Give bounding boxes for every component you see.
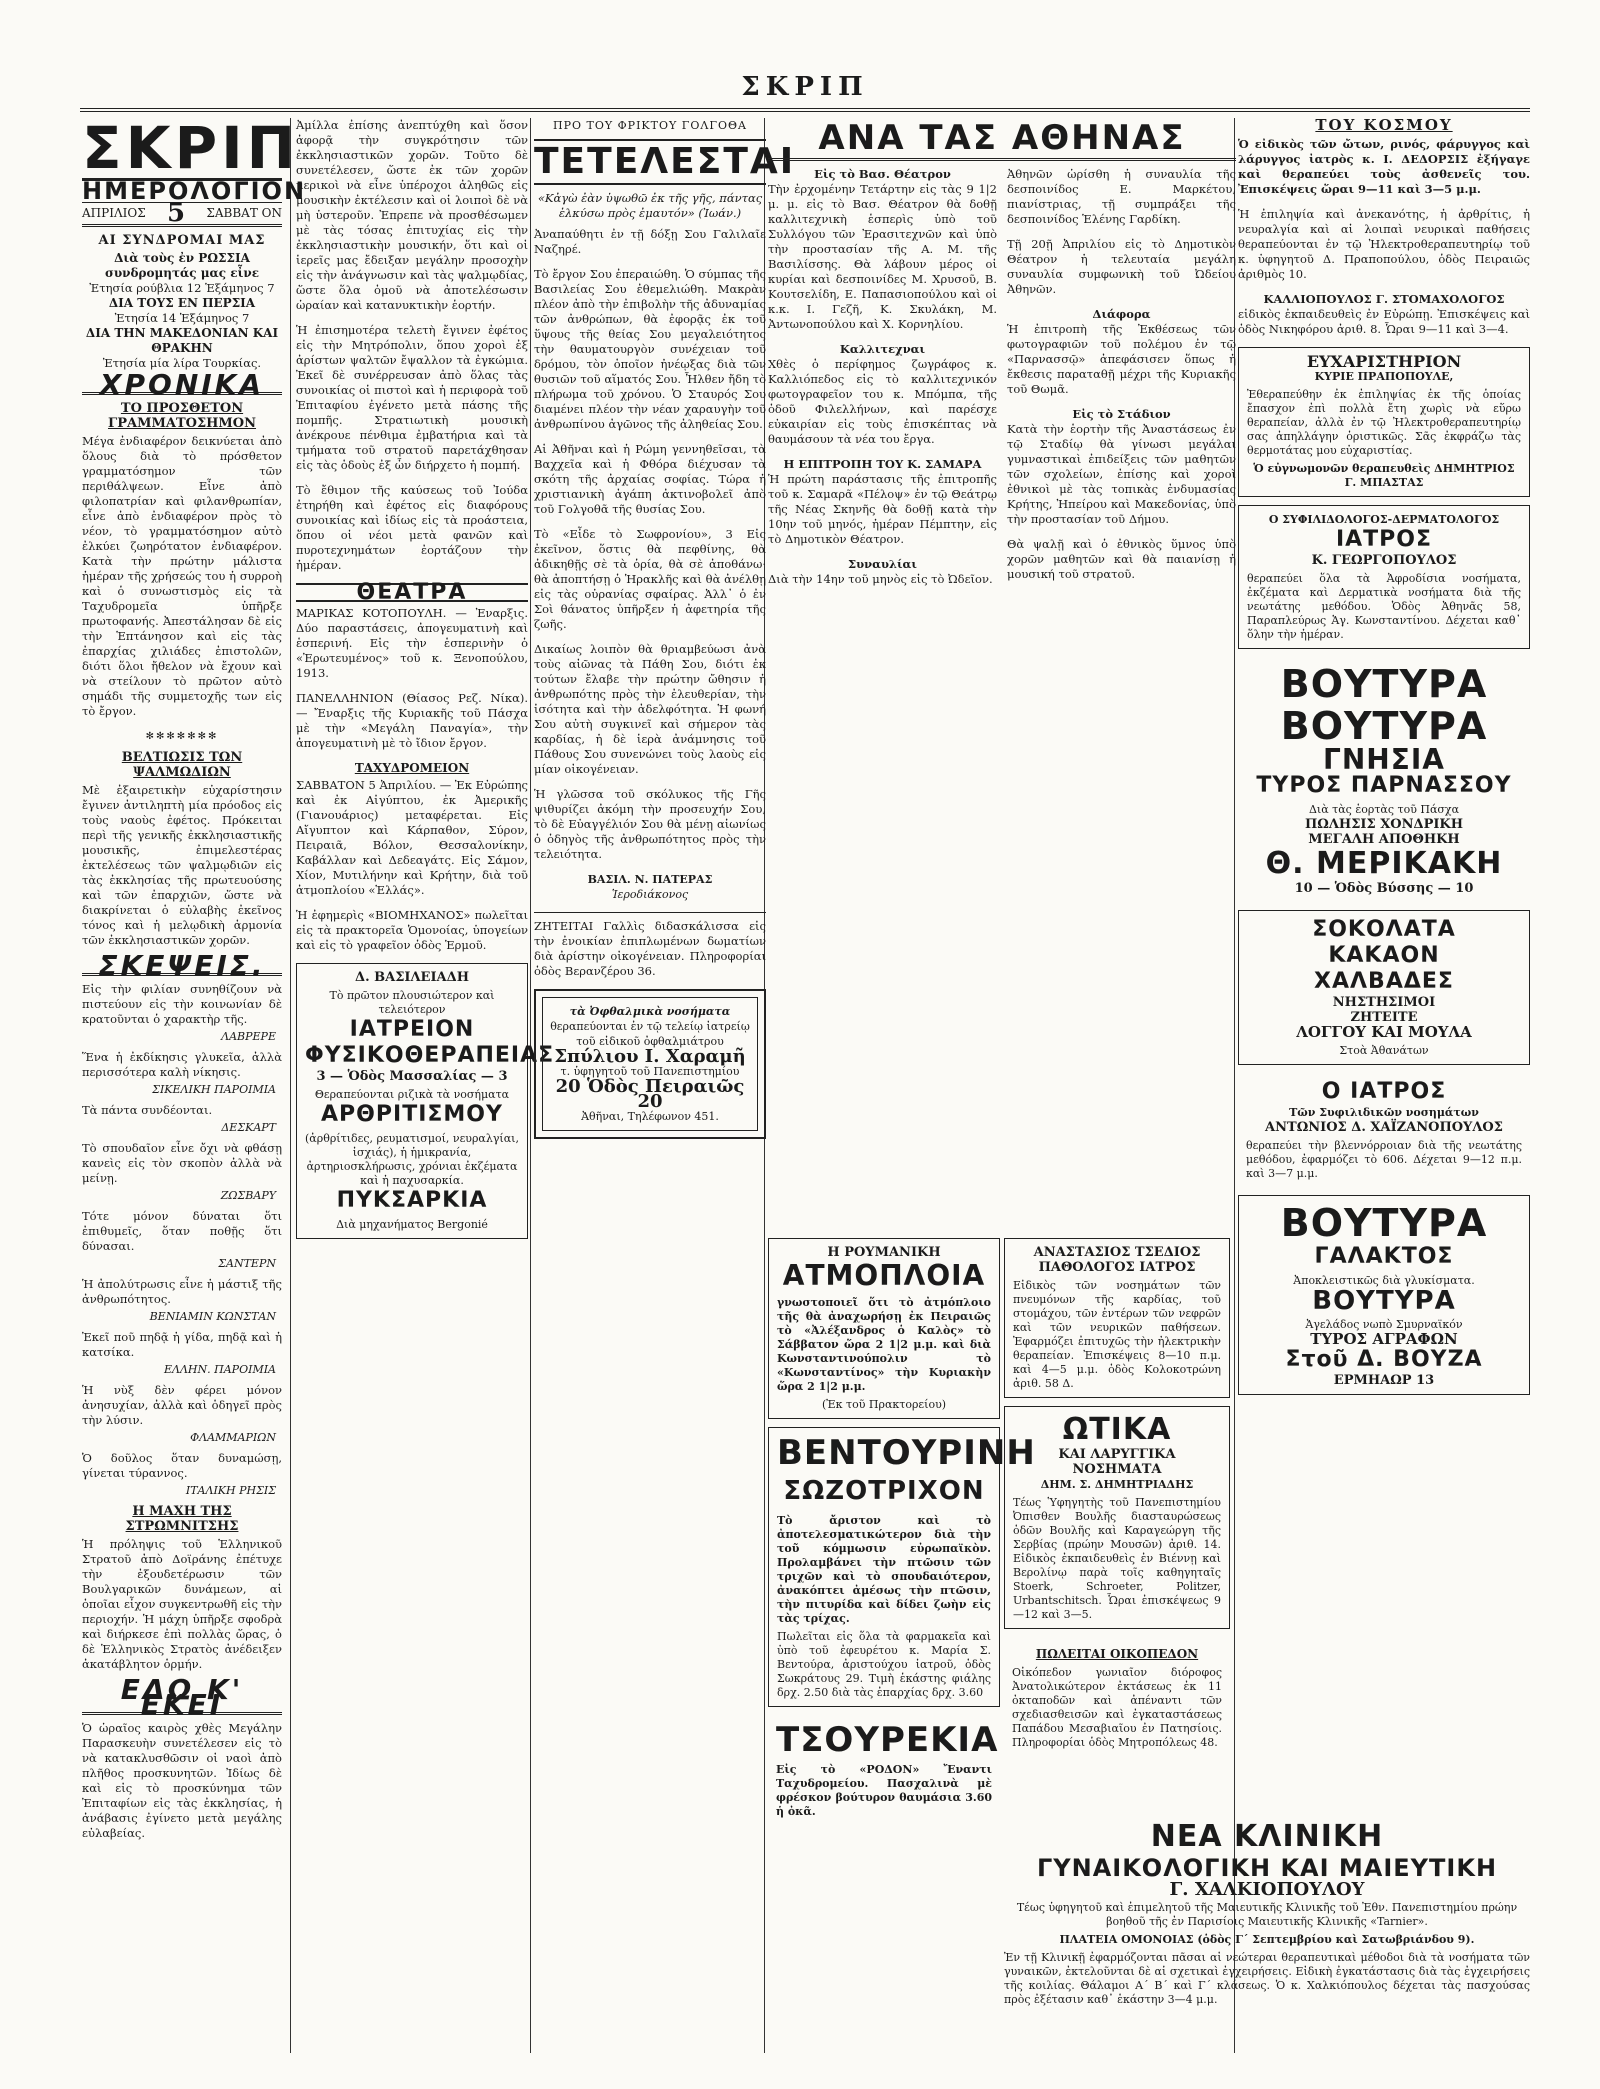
macedonia-price: Ἐτησία μία λίρα Τουρκίας. bbox=[102, 356, 262, 370]
ad-signature: Ὁ εὐγνωμονῶν θεραπευθεὶς ΔΗΜΗΤΡΙΟΣ Γ. ΜΠΑΣΤΑΣ bbox=[1253, 462, 1515, 489]
ad-headline: ΒΕΝΤΟΥΡΙΝΗ bbox=[777, 1433, 1036, 1473]
article-body: Τὸ ἔθιμον τῆς καύσεως τοῦ Ἰούδα ἐτηρήθη καὶ ἐφέτος εἰς διαφόρους συνοικίας καὶ ἰδίως εἰς τὰ προάστεια, ὅπου οἱ νέοι μετὰ φανῶν καὶ πυροτεχνημάτων ἐορτάζουν τὴν ἡμέραν. bbox=[296, 483, 528, 572]
article-intro: Ἀναπαύθητι ἐν τῇ δόξῃ Σου Γαλιλαῖε Ναζηρέ. bbox=[534, 227, 766, 256]
quote-author: ΖΩΣΒΑΡΥ bbox=[220, 1189, 276, 1202]
ad-name: Σπύλιου Ι. Χαραμῆ bbox=[554, 1046, 746, 1067]
thanks-notice bbox=[1238, 347, 1530, 497]
news-subhead: Εἰς τὸ Βασ. Θέατρον bbox=[814, 167, 951, 181]
divider: ✻✻✻✻✻✻✻ bbox=[145, 731, 219, 742]
ad-body: Ἐν τῇ Κλινικῇ ἐφαρμόζονται πᾶσαι αἱ νεώτεραι θεραπευτικαὶ μέθοδοι διὰ τὰ νοσήματα τῶν γυναικῶν, ἐκτελοῦνται δὲ αἱ σχετικαὶ ἐγχειρήσεις. Εἰδικὴ ἐγκατάστασις διὰ τὰς ἐγχειρήσεις τῆς κοιλίας. Θάλαμοι Α´ Β´ καὶ Γ´ κλάσεως. Ὁ κ. Χαλκιόπουλος δέχεται τὰς πασχούσας πρὸς ἐξέτασιν καθ᾽ ἑκάστην 3—4 μ.μ. bbox=[1004, 1951, 1530, 2006]
advertisement-ent bbox=[1004, 1406, 1230, 1629]
article-headline: ΤΕΤΕΛΕΣΤΑΙ bbox=[534, 139, 766, 185]
ad-line: Ἀγελάδος νωπὸ Σμυρναϊκόν bbox=[1305, 1318, 1463, 1331]
article-body: Αἱ Ἀθῆναι καὶ ἡ Ρώμη γεννηθεῖσαι, τὰ Βαχχεῖα καὶ ἡ Φθόρα διέχυσαν τὰ σκότη τῆς ἀρχαίας σοφίας. Τώρα ἡ χριστιανικὴ ἀγάπη ἀκτινοβολεῖ ἀπὸ τοῦ Γολγοθᾶ τῆς θυσίας Σου. bbox=[534, 442, 766, 516]
advertisement-steamship bbox=[768, 1238, 1000, 1419]
news-subhead: Καλλιτεχναι bbox=[839, 342, 926, 356]
advertisement-hair-tonic bbox=[768, 1427, 1036, 1707]
ad-name: Κ. ΓΕΩΡΓΟΠΟΥΛΟΣ bbox=[1311, 553, 1457, 568]
ad-body: Εἰς τὸ «ΡΟΔΟΝ» Ἔναντι Ταχυδρομείου. Πασχαλινὰ μὲ φρέσκον βούτυρον θαυμάσια 3.60 ἡ ὀκᾶ. bbox=[776, 1763, 992, 1818]
quote-author: ΣΑΝΤΕΡΝ bbox=[218, 1257, 276, 1270]
article-body: Τὸ «Εἶδε τὸ Σωφρονίου», 3 Εἰς ἐκεῖνον, ὅστις θὰ πεφθίνης, θὰ ἀδικηθῇς σὲ τὰ ὁρία, θὰ σὲ ἀποθάνω· θὰ ἀποπτήσῃ ὁ Ἡρακλῆς καὶ θὰ ἀνέλθῃ εἰς τὰς οὐρανίας σφαίρας. Ἀλλ᾽ ὁ ἐν Σοὶ θάνατος ὑπῆρξεν ἡ ἀφετηρία τῆς ζωῆς. bbox=[534, 527, 766, 631]
ad-subline: ΚΑΙ ΛΑΡΥΓΓΙΚΑ ΝΟΣΗΜΑΤΑ bbox=[1058, 1447, 1176, 1477]
page-header bbox=[80, 72, 1530, 112]
news-subhead: Η ΕΠΙΤΡΟΠΗ ΤΟΥ Κ. ΣΑΜΑΡΑ bbox=[783, 457, 982, 471]
quote-text: Ἐκεῖ ποῦ πηδᾷ ἡ γίδα, πηδᾷ καὶ ἡ κατσίκα. bbox=[82, 1330, 282, 1359]
cosmos-heading: ΤΟΥ ΚΟΣΜΟΥ bbox=[1315, 116, 1453, 134]
article-body: Δικαίως λοιπὸν θὰ θριαμβεύωσι ἀνὰ τοὺς αἰῶνας τὰ Πάθη Σου, διότι ἐκ τούτων ἔλαβε τὴν πρώτην ὤθησιν ἡ ἀνθρωπότης πρὸς τὴν ἐλευθερίαν, τὴν ἰσότητα καὶ τὴν ἀδελφότητα. Ἡ φωνή Σου αὐτὴ συγκινεῖ καὶ σήμερον τὰς καρδίας, ἡ δὲ ἱερὰ ἀνάμνησις τοῦ Πάθους Σου συνενώνει τοὺς λαοὺς εἰς μίαν οἰκογένειαν. bbox=[534, 642, 766, 776]
quote-text: Τότε μόνον δύναται ὅτι ἐπιθυμεῖς, ὅταν ποθῇς ὅτι δύνασαι. bbox=[82, 1209, 282, 1253]
quote-text: Ἕνα ἡ ἐκδίκησις γλυκεῖα, ἀλλὰ περισσότερα καλὴ νίκησις. bbox=[82, 1050, 282, 1079]
theatre-listing: ΠΑΝΕΛΛΗΝΙΟΝ (Θίασος Ρεζ. Νίκα). — Ἔναρξις τῆς Κυριακῆς τοῦ Πάσχα μὲ τὴν «Μεγάλη Παναγία», τὴν ἀπογευματινὴ μὲ τὸ ἴδιον ἔργον. bbox=[296, 691, 528, 750]
article-body: Ἀμίλλα ἐπίσης ἀνεπτύχθη καὶ ὅσον ἀφορᾷ τὴν συγκρότησιν τῶν ἐκκλησιαστικῶν χορῶν. Τοῦτο δὲ συνετέλεσεν, ὥστε ἐκ τῶν χορῶν μερικοὶ νὰ εἶνε ὑπέροχοι ἀληθῶς εἰς μουσικὴν ἐκτέλεσιν καὶ οἱ λοιποὶ δὲ νὰ μὴ ὑστεροῦν. Ἐπρεπε νὰ προσθέσωμεν μὲ τὰς τόσας ἐπιτυχίας εἰς τὴν ἐκκλησιαστικὴν μουσικήν, ὅτι καὶ οἱ ἱερεῖς μας ἔδειξαν μεγάλην προσοχὴν εἰς τὴν ἀνάγνωσιν καὶ τὰς ψαλμῳδίας, ὥστε ὅλα ὁμοῦ νὰ ἀποτελέσωσιν ὡραίαν καὶ κατανυκτικὴν ἑορτήν. bbox=[296, 118, 528, 312]
ad-headline: ΦΥΣΙΚΟΘΕΡΑΠΕΙΑΣ bbox=[305, 1043, 555, 1068]
ad-address: 10 — Ὁδὸς Βύσσης — 10 bbox=[1294, 881, 1474, 896]
news-body: Ἡ ἐπιτροπὴ τῆς Ἐκθέσεως τῶν φωτογραφιῶν τοῦ πολέμου ἐν τῷ «Παρνασσῷ» ἀπεφάσισεν ὅπως ἡ ἔκθεσις παραταθῇ μέχρι τῆς Κυριακῆς τοῦ Θωμᾶ. bbox=[1007, 322, 1236, 396]
news-body: Κατὰ τὴν ἑορτὴν τῆς Ἀναστάσεως ἐν τῷ Σταδίῳ θὰ γίνωσι μεγάλαι γυμναστικαὶ ἐπιδείξεις τῶν μαθητῶν τῶν σχολείων, ἐπίσης καὶ χοροὶ ἐθνικοὶ μὲ τὰς τοπικὰς ἐνδυμασίας Κρήτης, Ἠπείρου καὶ Μακεδονίας, ὑπὸ τὴν προστασίαν τοῦ Δήμου. bbox=[1007, 422, 1236, 526]
ad-headline: Ο ΙΑΤΡΟΣ bbox=[1321, 1079, 1447, 1104]
article-body: Τὸ ἔργον Σου ἐπεραιώθη. Ὁ σύμπας τῆς Βασιλείας Σου ἐθεμελιώθη. Μακρὰν πλέον ἀπὸ τὴν ἐπιβολὴν τῆς ἀδυναμίας τῶν ἀνθρώπων, θὰ ἐφορᾷς ἐκ τοῦ ὕψους τῆς θείας Σου μεγαλειότητος τὴν θαυματουργὸν συνέχειαν τοῦ δρόμου, τὸν ὁποῖον ἠνέῳξας διὰ τῶν θυσιῶν τοῦ αἵματός Σου. Ἦλθεν ἤδη τὸ πλήρωμα τοῦ χρόνου. Ὁ Σταυρός Σου διαμένει πλέον τὴν νέαν χαραυγὴν τοῦ ἀνθρωπίνου ἀγῶνος τῆς ἀληθείας Σου. bbox=[534, 267, 766, 431]
persia-price: Ἐτησία 14 Ἑξάμηνος 7 bbox=[114, 311, 250, 325]
article-title: ΒΕΛΤΙΩΣΙΣ ΤΩΝ ΨΑΛΜΩΔΙΩΝ bbox=[121, 750, 243, 780]
ad-line: ΤΥΡΟΣ ΑΓΡΑΦΩΝ bbox=[1310, 1330, 1458, 1348]
ad-headline: ΕΥΧΑΡΙΣΤΗΡΙΟΝ bbox=[1306, 352, 1462, 371]
ad-title: ΙΑΤΡΟΣ bbox=[1335, 527, 1433, 552]
ad-subline: ΤΥΡΟΣ ΠΑΡΝΑΣΣΟΥ bbox=[1256, 773, 1512, 798]
quote-author: ΕΛΛΗΝ. ΠΑΡΟΙΜΙΑ bbox=[164, 1363, 276, 1376]
quote-author: ΔΕΣΚΑΡΤ bbox=[221, 1121, 276, 1134]
news-subhead: Συναυλίαι bbox=[848, 557, 917, 571]
ad-line: Διὰ τὰς ἑορτὰς τοῦ Πάσχα bbox=[1308, 803, 1460, 816]
ad-address: 20 Ὁδὸς Πειραιῶς 20 bbox=[555, 1076, 745, 1112]
ad-line: ΖΗΤΕΙΤΕ bbox=[1350, 1010, 1418, 1025]
skepseis-heading: ΣΚΕΨΕΙΣ. bbox=[82, 958, 282, 976]
article-body: Μὲ ἐξαιρετικὴν εὐχαρίστησιν ἔγινεν ἀντιληπτὴ μία πρόοδος εἰς τοὺς ναοὺς ἐφέτος. Πρόκειται περὶ τῆς γενικῆς ἐκκλησιαστικῆς μουσικῆς, ἐπιμελεστέρας ἐκτελέσεως τῶν ψαλμῳδιῶν εἰς τὰς ἐκκλησίας τῆς πρωτευούσης καὶ τῶν ἐπαρχιῶν, ὥστε νὰ διακρίνεται ὁ εὐλαβὴς ἐκεῖνος τόνος καὶ ἡ μελῳδικὴ ἁρμονία τῶν ἐκκλησιαστικῶν χορῶν. bbox=[82, 783, 282, 947]
ad-headline: ΑΡΘΡΙΤΙΣΜΟΥ bbox=[321, 1102, 503, 1127]
athens-left bbox=[768, 167, 997, 597]
article-body: Μέγα ἐνδιαφέρον δεικνύεται ἀπὸ ὅλους διὰ τὸ πρόσθετον γραμματόσημον τῶν περιθάλψεων. Εἶνε ἀπὸ φιλοπατρίαν καὶ φιλανθρωπίαν, εἶνε ἀπὸ ἐνδιαφέρον πρὸς τὸ νέον, τὸ γραμματόσημον αὐτὸ ἐλκύει ζωηρότατον ἐνδιαφέρον. Κατὰ τὴν πρώτην μάλιστα ἡμέραν τῆς χρήσεώς του ἡ συρροὴ καὶ ὁ συνωστισμὸς εἰς τὰ Ταχυδρομεῖα ὑπῆρξε πρωτοφανής. Ἀπεστάλησαν δὲ εἰς τὴν Ἑπτάνησον καὶ εἰς τὰς ἐπαρχίας χιλιάδες ἐπιστολῶν, διότι ὅλοι ἤθελον νὰ ἔχουν καὶ νὰ στείλουν τὸ πρῶτον αὐτὸ σημάδι τῆς συμμετοχῆς των εἰς τὸ ἔργον. bbox=[82, 434, 282, 718]
notice-body: εἰδικὸς ἐκπαιδευθεὶς ἐν Εὐρώπῃ. Ἐπισκέψεις καὶ ὁδὸς Νικηφόρου ἀριθ. 8. Ὧραι 9—11 καὶ 3—4. bbox=[1238, 307, 1530, 336]
ad-body: Εἰδικὸς τῶν νοσημάτων τῶν πνευμόνων τῆς καρδίας, τοῦ στομάχου, τῶν ἐντέρων τῶν νεφρῶν καὶ τῶν νευρικῶν παθήσεων. Ἐφαρμόζει ἐπιτυχῶς τὴν ἠλεκτρικὴν θεραπείαν. Ἐπισκέψεις 8—10 π.μ. καὶ 4—5 μ.μ. ὁδὸς Κολοκοτρώνη ἀριθ. 58 Δ. bbox=[1013, 1279, 1221, 1390]
advertisement-physician bbox=[1004, 1238, 1230, 1398]
ad-title: ΠΑΘΟΛΟΓΟΣ ΙΑΤΡΟΣ bbox=[1038, 1260, 1196, 1275]
notice-name: ΚΑΛΛΙΟΠΟΥΛΟΣ Γ. ΣΤΟΜΑΧΟΛΟΓΟΣ bbox=[1263, 292, 1505, 306]
ad-headline: ΑΤΜΟΠΛΟΙΑ bbox=[782, 1259, 986, 1292]
ad-name: ΛΟΓΓΟΥ ΚΑΙ ΜΟΥΛΑ bbox=[1296, 1023, 1472, 1041]
ad-name: Στοῦ Δ. ΒΟΥΖΑ bbox=[1285, 1347, 1483, 1372]
ad-headline: ΓΑΛΑΚΤΟΣ bbox=[1314, 1244, 1454, 1269]
ad-headline: ΒΟΥΤΥΡΑ bbox=[1280, 1201, 1488, 1245]
column-2 bbox=[296, 118, 555, 2058]
notice-body: Ἡ ἐπιληψία καὶ ἀνεκανότης, ἡ ἀρθρίτις, ἡ νευραλγία καὶ αἱ λοιπαὶ νευρικαὶ παθήσεις θεραπεύονται ἐν τῷ Ἠλεκτροθεραπευτηρίῳ τοῦ κ. ὑφηγητοῦ Δ. Πραποπούλου, ὁδὸς Πειραιῶς ἀριθμὸς 10. bbox=[1238, 207, 1530, 281]
ad-body: Ἐθεραπεύθην ἐκ ἐπιληψίας ἐκ τῆς ὁποίας ἔπασχον ἐπὶ πολλὰ ἔτη χωρὶς νὰ εὕρω θεραπείαν, ἀλλὰ ἐν τῷ Ἠλεκτροθεραπευτηρίῳ σας ἀπηλλάγην ὁριστικῶς. Σᾶς ἐκφράζω τὰς θερμοτάτας μου εὐχαριστίας. bbox=[1247, 388, 1521, 457]
quote-text: Τὸ σπουδαῖον εἶνε ὄχι νὰ φθάσῃ κανεὶς εἰς τὸν σκοπὸν ἀλλὰ νὰ μείνῃ. bbox=[82, 1141, 282, 1185]
ad-address: Στοὰ Ἀθανάτων bbox=[1339, 1044, 1429, 1057]
ad-brand: ΠΥΚΣΑΡΚΙΑ bbox=[336, 1188, 488, 1213]
column-5-ads bbox=[1004, 1230, 1230, 1810]
advertisement-doctor bbox=[1238, 1073, 1530, 1187]
ad-body: Οἰκόπεδον γωνιαῖον διόροφος Ἀνατολικώτερον ἐκτάσεως ἐκ 11 ὀκταποδῶν καὶ ἀπέναντι τῶν σχεδιασθεισῶν καὶ ἐγκαταστάσεως Παπάδου Μεσαβιαῖου ἐν Πατησίοις. Πληροφορίαι ὁδὸς Μητροπόλεως 48. bbox=[1012, 1666, 1222, 1749]
ad-headline: ΒΟΥΤΥΡΑ bbox=[1280, 662, 1488, 706]
macedonia-line: ΔΙΑ ΤΗΝ ΜΑΚΕΔΟΝΙΑΝ ΚΑΙ ΘΡΑΚΗΝ bbox=[85, 326, 279, 355]
news-body: Τῇ 20ῇ Ἀπριλίου εἰς τὸ Δημοτικὸν Θέατρον ἡ τελευταία μεγάλη συναυλία συμφωνικὴ τοῦ Ὠδείου Ἀθηνῶν. bbox=[1007, 237, 1236, 296]
news-body: Τὴν ἐρχομένην Τετάρτην εἰς τὰς 9 1|2 μ. μ. εἰς τὸ Βασ. Θέατρον θὰ δοθῇ καλλιτεχνικὴ ἑσπερὶς ὑπὸ τοῦ Συλλόγου τῶν Ἐρασιτεχνῶν καὶ ὑπὸ τὴν προστασίαν τῆς Α. Μ. τῆς Βασιλίσσης. Θὰ λάβουν μέρος οἱ κυρίαι καὶ δεσποινίδες Μ. Χρυσοῦ, Β. Κουτσελίδη, Ε. Παπασιοπούλου καὶ οἱ κ.κ. Ι. Γεζῆ, Κ. Σκυλάκη, Μ. Ἀντωνοπούλου καὶ Χ. Κορνηλίου. bbox=[768, 182, 997, 331]
dateline bbox=[82, 198, 282, 228]
ad-footer: (Ἐκ τοῦ Πρακτορείου) bbox=[821, 1398, 947, 1411]
persia-line: ΔΙΑ ΤΟΥΣ ΕΝ ΠΕΡΣΙΑ bbox=[108, 296, 256, 310]
russia-price: Ἐτησία ρούβλια 12 Ἑξάμηνος 7 bbox=[89, 281, 275, 295]
ad-headline: Ο ΣΥΦΙΛΙΔΟΛΟΓΟΣ-ΔΕΡΜΑΤΟΛΟΓΟΣ bbox=[1268, 513, 1500, 526]
ad-headline: ΒΟΥΤΥΡΑ bbox=[1280, 704, 1488, 748]
advertisement-milk-butter bbox=[1238, 1195, 1530, 1395]
ad-subline: Τὸ πρῶτον πλουσιώτερον καὶ τελειότερον bbox=[329, 989, 495, 1016]
ad-body: θεραπεύει ὅλα τὰ Ἀφροδίσια νοσήματα, ἐκζέματα καὶ Δερματικὰ νοσήματα διὰ τῆς νεωτάτης μεθόδου. Ὁδὸς Ἀθηνᾶς 58, Παραπλεύρως Ἁγ. Κωνσταντίνου. Δέχεται καθ᾽ ὅλην τὴν ἡμέραν. bbox=[1247, 572, 1521, 641]
ad-headline: ΧΑΛΒΑΔΕΣ bbox=[1314, 969, 1454, 994]
news-body: Θὰ ψαλῇ καὶ ὁ ἐθνικὸς ὕμνος ὑπὸ χορῶν μαθητῶν καὶ θὰ παιανίσῃ ἡ μουσική τοῦ στρατοῦ. bbox=[1007, 537, 1236, 581]
quote-text: Ἡ ἀπολύτρωσις εἶνε ἡ μάστιξ τῆς ἀνθρωπότητος. bbox=[82, 1277, 282, 1306]
theatre-listing: ΜΑΡΙΚΑΣ ΚΟΤΟΠΟΥΛΗ. — Ἐναρξις. Δύο παραστάσεις, ἀπογευματινὴ καὶ ἑσπερινή. Εἰς τὴν ἑσπερινὴν ὁ «Ἐρωτευμένος» τοῦ κ. Ξενοπούλου, 1913. bbox=[296, 606, 528, 680]
notice-body: Ὁ εἰδικὸς τῶν ὤτων, ρινός, φάρυγγος καὶ λάρυγγος ἰατρὸς κ. Ι. ΔΕΔΟΡΣΙΣ ἐξήγαγε καὶ θεραπεύει τοὺς ἀσθενεῖς του. Ἐπισκέψεις ὥραι 9—11 καὶ 3—5 μ.μ. bbox=[1238, 137, 1530, 196]
ad-name: ΔΗΜ. Σ. ΔΗΜΗΤΡΙΑΔΗΣ bbox=[1040, 1478, 1194, 1491]
ad-footer: Διὰ μηχανήματος Bergonié bbox=[336, 1218, 488, 1231]
quote-text: Εἰς τὴν φιλίαν συνηθίζουν νὰ πιστεύουν εἰς τὴν κοινωνίαν δὲ κρατοῦνται ὁ χαρακτὴρ τῆς. bbox=[82, 982, 282, 1026]
quote-text: Τὰ πάντα συνδέονται. bbox=[82, 1103, 213, 1117]
ad-name: Γ. ΧΑΛΚΙΟΠΟΥΛΟΥ bbox=[1169, 1879, 1365, 1900]
ad-headline: ΓΥΝΑΙΚΟΛΟΓΙΚΗ ΚΑΙ ΜΑΙΕΥΤΙΚΗ bbox=[1036, 1854, 1498, 1882]
quote-author: ΣΙΚΕΛΙΚΗ ΠΑΡΟΙΜΙΑ bbox=[152, 1083, 276, 1096]
advertisement-ophthalmology bbox=[534, 989, 766, 1139]
ad-headline: ΒΟΥΤΥΡΑ bbox=[1312, 1286, 1456, 1316]
ad-headline: ΤΣΟΥΡΕΚΙΑ bbox=[776, 1720, 999, 1760]
quote-author: ΒΕΝΙΑΜΙΝ ΚΩΝΣΤΑΝ bbox=[149, 1310, 276, 1323]
ad-body: (ἀρθρίτιδες, ρευματισμοί, νευραλγίαι, ἰσχιάς), ἡ ἡμικρανία, ἀρτηριοσκλήρωσις, χρόνιαι ἐκζέματα καὶ ἡ παχυσαρκία. bbox=[305, 1132, 519, 1187]
ad-headline: ΩΤΙΚΑ bbox=[1062, 1412, 1172, 1447]
ad-inner-frame bbox=[542, 997, 758, 1131]
subscriptions-title: ΑΙ ΣΥΝΔΡΟΜΑΙ ΜΑΣ bbox=[98, 233, 266, 248]
athens-section bbox=[768, 118, 1236, 1218]
chronika-heading: ΧΡΟΝΙΚΑ bbox=[82, 377, 282, 395]
article-body: Ἡ γλῶσσα τοῦ σκόλυκος τῆς Γῆς ψιθυρίζει ἀκόμη τὴν προσευχήν Σου, τὸ δὲ Εὐαγγέλιόν Σου θὰ μένῃ αἰωνίως ὁ ὁδηγὸς τῆς ἀνθρωπότητος πρὸς τὴν τελειότητα. bbox=[534, 787, 766, 861]
post-heading: ΤΑΧΥΔΡΟΜΕΙΟΝ bbox=[354, 761, 470, 775]
ad-body: Τὸ ἄριστον καὶ τὸ ἀποτελεσματικώτερον διὰ τὴν τοῦ κόμμωσιν εὐρωπαϊκὸν. Προλαμβάνει τὴν πτῶσιν τῶν τριχῶν καὶ τὸ σπουδαιότερον, ἀνακόπτει ἀμέσως τὴν πτῶσιν, τὴν πιτυρίδα καὶ δίδει ζωὴν εἰς τὰς τρίχας. bbox=[777, 1514, 991, 1625]
advertisement-tsourekia bbox=[768, 1715, 1000, 1825]
ad-name: Δ. ΒΑΣΙΛΕΙΑΔΗ bbox=[354, 970, 470, 985]
column-4-ads bbox=[768, 1230, 1036, 1930]
ad-line: τὰ Ὀφθαλμικὰ νοσήματα bbox=[569, 1005, 731, 1018]
author-signature: ΒΑΣΙΛ. Ν. ΠΑΤΕΡΑΣ bbox=[587, 873, 713, 886]
date-month: ΑΠΡΙΛΙΟΣ bbox=[82, 206, 146, 220]
ad-body: γνωστοποιεῖ ὅτι τὸ ἀτμόπλοιο τῆς θὰ ἀναχωρήσῃ ἐκ Πειραιῶς τὸ «Ἀλέξανδρος ὁ Καλὸς» τὸ Σάββατον ὥρα 2 1|2 μ.μ. καὶ διὰ Κωνσταντινούπολιν τὸ «Κωνσταντίνος» τὴν Κυριακὴν ὥρα 2 1|2 μ.μ. bbox=[777, 1296, 991, 1393]
ad-line: ΝΗΣΤΗΣΙΜΟΙ bbox=[1332, 995, 1436, 1010]
ad-body: Πωλεῖται εἰς ὅλα τὰ φαρμακεῖα καὶ ὑπὸ τοῦ ἐφευρέτου κ. Μαρία Σ. Βεντούρα, ἀριστούχου ἰατροῦ, ὁδὸς Σωκράτους 29. Τιμὴ ἑκάστης φιάλης δρχ. 2.50 διὰ τὰς ἐπαρχίας δρχ. 3.60 bbox=[777, 1630, 991, 1699]
ad-address: ΠΛΑΤΕΙΑ ΟΜΟΝΟΙΑΣ (ὁδὸς Γ´ Σεπτεμβρίου καὶ Σατωβριάνδου 9). bbox=[1059, 1933, 1475, 1946]
athens-columns bbox=[768, 167, 1236, 597]
news-subhead: Διάφορα bbox=[1092, 307, 1151, 321]
quote-text: Ἡ νὺξ δὲν φέρει μόνον ἀνησυχίαν, ἀλλὰ καὶ ὁδηγεῖ πρὸς τὴν λύσιν. bbox=[82, 1383, 282, 1427]
ad-headline: ΚΑΚΑΟΝ bbox=[1328, 943, 1440, 968]
news-body: Διὰ τὴν 14ην τοῦ μηνὸς εἰς τὸ Ὠδεῖον. bbox=[768, 572, 993, 586]
column-rule bbox=[530, 118, 531, 2053]
advertisement-dermatologist bbox=[1238, 505, 1530, 649]
russia-line: Διὰ τοὺς ἐν ΡΩΣΣΙΑ συνδρομητάς μας εἶνε bbox=[104, 251, 259, 280]
quote-author: ΙΤΑΛΙΚΗ ΡΗΣΙΣ bbox=[185, 1484, 276, 1497]
masthead: ΣΚΡΙΠ bbox=[82, 114, 300, 182]
ad-headline: ΓΝΗΣΙΑ bbox=[1323, 743, 1445, 776]
ad-salutation: ΚΥΡΙΕ ΠΡΑΠΟΠΟΥΛΕ, bbox=[1314, 370, 1454, 383]
ad-subline: Τέως ὑφηγητοῦ καὶ ἐπιμελητοῦ τῆς Μαιευτικῆς Κλινικῆς τοῦ Ἐθν. Πανεπιστημίου πρώην βοηθοῦ τῆς ἐν Παρισίοις Μαιευτικῆς Κλινικῆς «Tarnier». bbox=[1016, 1901, 1518, 1928]
advertisement-chocolate bbox=[1238, 910, 1530, 1065]
athens-heading: ΑΝΑ ΤΑΣ ΑΘΗΝΑΣ bbox=[768, 118, 1236, 161]
industry-note: Ἡ ἐφημερὶς «ΒΙΟΜΗΧΑΝΟΣ» πωλεῖται εἰς τὰ πρακτορεῖα Ὁμονοίας, ὑπογείων καὶ εἰς τὸ γραφεῖον ὁδὸς Ἑρμοῦ. bbox=[296, 908, 528, 952]
article-title: ΤΟ ΠΡΟΣΘΕΤΟΝ ΓΡΑΜΜΑΤΟΣΗΜΟΝ bbox=[107, 401, 257, 431]
theatre-heading: ΘΕΑΤΡΑ bbox=[296, 583, 528, 602]
ad-headline: ΣΩΖΟΤΡΙΧΟΝ bbox=[783, 1476, 985, 1506]
classified-ad: ΖΗΤΕΙΤΑΙ Γαλλὶς διδασκάλισσα εἰς τὴν ἐνοικίαν ἐπιπλωμένων δωματίων διὰ ἀρίστην οἰκογένειαν. Πληροφορίαι ὁδὸς Βερανζέρου 36. bbox=[534, 919, 766, 978]
news-subhead: Εἰς τὸ Στάδιον bbox=[1072, 407, 1171, 421]
athens-right bbox=[1007, 167, 1236, 597]
column-6 bbox=[1238, 118, 1530, 1528]
column-1 bbox=[82, 114, 307, 2058]
ad-address: ΕΡΜΗΑΩΡ 13 bbox=[1333, 1373, 1435, 1388]
ad-name: Θ. ΜΕΡΙΚΑΚΗ bbox=[1265, 846, 1503, 881]
article-body: Ὁ ὡραῖος καιρὸς χθὲς Μεγάλην Παρασκευὴν συνετέλεσεν εἰς τὸ νὰ κατακλυσθῶσιν οἱ ναοὶ ἀπὸ πλῆθος προσκυνητῶν. Ἰδίως δὲ καὶ εἰς τὸ προσκύνημα τῶν Ἐπιταφίων εἰς τὰς ἐκκλησίας, ἡ ἀνάβασις ἐγίνετο μετὰ μεγάλης εὐλαβείας. bbox=[82, 1721, 282, 1840]
quote-text: Ὁ δοῦλος ὅταν δυναμώσῃ, γίνεται τύραννος. bbox=[82, 1451, 282, 1480]
divider bbox=[534, 912, 766, 913]
advertisement-physiotherapy bbox=[296, 963, 555, 1239]
epigraph: «Κἀγὼ ἐὰν ὑψωθῶ ἐκ τῆς γῆς, πάντας ἑλκύσω πρὸς ἐμαυτόν» (Ἰωάν.) bbox=[537, 191, 763, 220]
ad-body: θεραπεύει τὴν βλεννόρροιαν διὰ τῆς νεωτάτης μεθόδου, ἐφαρμόζει τὸ 606. Δέχεται 9—12 π.μ. καὶ 3—7 μ.μ. bbox=[1246, 1139, 1522, 1180]
ad-body: Τέως Ὑφηγητὴς τοῦ Πανεπιστημίου Ὀπισθεν Βουλῆς διασταυρώσεως ὁδῶν Βουλῆς καὶ Καραγεώργη τῆς Σερβίας (πρώην Μουσῶν) ἀριθ. 14. Εἰδικὸς ἐκπαιδευθεὶς ἐν Βιέννῃ καὶ Βερολίνῳ παρὰ τοῖς καθηγηταῖς Stoerk, Schroeter, Politzer, Urbantschitsch. Ὧραι ἐπισκέψεως 9—12 καὶ 3—5. bbox=[1013, 1496, 1221, 1621]
ad-line: Ἀποκλειστικῶς διὰ γλυκίσματα. bbox=[1293, 1274, 1475, 1287]
advertisement-clinic bbox=[1004, 1820, 1530, 2060]
ad-headline: ΝΕΑ ΚΛΙΝΙΚΗ bbox=[1150, 1819, 1384, 1854]
edo-heading: ΕΔΩ Κ' ΕΚΕΙ bbox=[82, 1682, 282, 1715]
date-weekday: ΣΑΒΒΑΤ ΟΝ bbox=[206, 206, 282, 220]
news-body: Ἡ πρώτη παράστασις τῆς ἐπιτροπῆς τοῦ κ. Σαμαρᾶ «Πέλοψ» ἐν τῷ Θεάτρῳ τῆς Νέας Σκηνῆς θὰ δοθῇ κατὰ τὴν 10ην τοῦ μηνός, ἡμέραν Πέμπτην, εἰς τὸ Δημοτικὸν Θέατρον. bbox=[768, 472, 997, 546]
ad-line: ΜΕΓΑΛΗ ΑΠΟΘΗΚΗ bbox=[1308, 832, 1460, 847]
ad-line: Θεραπεύονται ριζικὰ τὰ νοσήματα bbox=[314, 1088, 510, 1101]
quote-author: ΛΑΒΡΕΡΕ bbox=[221, 1030, 276, 1043]
quote-author: ΦΛΑΜΜΑΡΙΩΝ bbox=[190, 1431, 276, 1444]
folio-title: ΣΚΡΙΠ bbox=[741, 72, 869, 102]
ad-headline: ΣΟΚΟΛΑΤΑ bbox=[1312, 917, 1456, 942]
ad-line: ΠΩΛΗΣΙΣ ΧΟΝΔΡΙΚΗ bbox=[1304, 817, 1464, 832]
news-body: Ἀθηνῶν ὡρίσθη ἡ συναυλία τῆς δεσποινίδος Ε. Μαρκέτου, πιανίστριας, τῇ συμπράξει τῆς δεσποινίδος Ἑλένης Γαρδίκη. bbox=[1007, 167, 1236, 226]
diary-heading: ΗΜΕΡΟΛΟΓΙΟΝ bbox=[82, 177, 307, 205]
column-rule bbox=[290, 118, 291, 2053]
article-body: Ἡ πρόληψις τοῦ Ἑλληνικοῦ Στρατοῦ ἀπὸ Δοϊράνης ἐπέτυχε τὴν ἐξουδετέρωσιν τῶν Βουλγαρικῶν δυνάμεων, αἱ ὁποῖαι εἶχον συγκεντρωθῆ εἰς τὴν περιοχήν. Ἡ μάχη ὑπῆρξε σφοδρὰ καὶ διήρκεσε ἐπὶ πολλὰς ὥρας, ὁ δὲ Ἑλληνικὸς Στρατὸς ἀνέδειξεν ἀκατάβλητον ὁρμήν. bbox=[82, 1537, 282, 1671]
advertisement-land bbox=[1004, 1637, 1230, 1756]
article-title: Η ΜΑΧΗ ΤΗΣ ΣΤΡΩΜΝΙΤΣΗΣ bbox=[125, 1504, 239, 1534]
ad-address: 3 — Ὁδὸς Μασσαλίας — 3 bbox=[316, 1069, 508, 1084]
ad-subline: Τῶν Συφιλιδικῶν νοσημάτων bbox=[1289, 1106, 1479, 1119]
news-body: Χθὲς ὁ περίφημος ζωγράφος κ. Καλλιόπεδος εἰς τὸ καλλιτεχνικόν φωτογραφεῖον του κ. Μπόμπα, τῆς ὁδοῦ Φιλελλήνων, καὶ παρέσχε εὐκαιρίαν εἰς τοὺς ἐπισκέπτας νὰ θαυμάσουν τὰ νέα του ἔργα. bbox=[768, 357, 997, 446]
ad-city: Ἀθῆναι, Τηλέφωνον 451. bbox=[581, 1110, 719, 1123]
advertisement-butter bbox=[1238, 657, 1530, 902]
article-body: Ἡ ἐπισημοτέρα τελετὴ ἔγινεν ἐφέτος εἰς τὴν Μητρόπολιν, ὅπου χοροὶ ἐξ ἀρίστων ψαλτῶν ἔψαλλον τὰ ἐγκώμια. Ἐκεῖ δὲ συνέρρευσαν ἀπὸ ὅλας τὰς συνοικίας οἱ πιστοὶ καὶ ἡ περιφορὰ τοῦ Ἐπιταφίου ἐγένετο μετὰ πάσης τῆς πομπῆς. Στρατιωτικὴ μουσικὴ ἀνέκρουε πένθιμα ἐμβατήρια καὶ τὰ τμήματα τοῦ στρατοῦ παρετάχθησαν εἰς τὰς ὁδοὺς ἐξ ὧν διήρχετο ἡ πομπή. bbox=[296, 323, 528, 472]
ad-headline: ΙΑΤΡΕΙΟΝ bbox=[349, 1017, 475, 1042]
author-title: Ἱεροδιάκονος bbox=[611, 888, 689, 901]
date-day: 5 bbox=[166, 198, 186, 228]
column-3 bbox=[534, 118, 796, 2058]
ad-line: θεραπεύονται ἐν τῷ τελείῳ ἰατρείῳ τοῦ εἰδικοῦ ὀφθαλμιάτρου bbox=[550, 1020, 750, 1048]
ad-name: ΑΝΑΣΤΑΣΙΟΣ ΤΣΕΔΙΟΣ bbox=[1033, 1245, 1201, 1260]
ad-name: ΑΝΤΩΝΙΟΣ Δ. ΧΑΪΖΑΝΟΠΟΥΛΟΣ bbox=[1265, 1120, 1503, 1135]
post-body: ΣΑΒΒΑΤΟΝ 5 Ἀπριλίου. — Ἐκ Εὐρώπης καὶ ἐκ Αἰγύπτου, ἐκ Ἀμερικῆς (Γιανουάριος) μεταφέρεται. Εἰς Αἴγυπτον καὶ Κάρπαθον, Σύρον, Πειραιᾶ, Βόλον, Θεσσαλονίκην, Καβάλλαν καὶ Δεδεαγάτς. Εἰς Σάμον, Χίον, Μυτιλήνην καὶ Κρήτην, διὰ τοῦ ἀτμοπλοίου «Ἑλλάς». bbox=[296, 778, 528, 897]
ad-headline: ΠΩΛΕΙΤΑΙ ΟΙΚΟΠΕΔΟΝ bbox=[1035, 1647, 1199, 1661]
ad-headline: Η ΡΟΥΜΑΝΙΚΗ bbox=[827, 1245, 941, 1260]
article-kicker: ΠΡΟ ΤΟΥ ΦΡΙΚΤΟΥ ΓΟΛΓΟΘΑ bbox=[553, 119, 747, 132]
ad-line: τ. ὑφηγητοῦ τοῦ Πανεπιστημίου bbox=[560, 1065, 740, 1078]
